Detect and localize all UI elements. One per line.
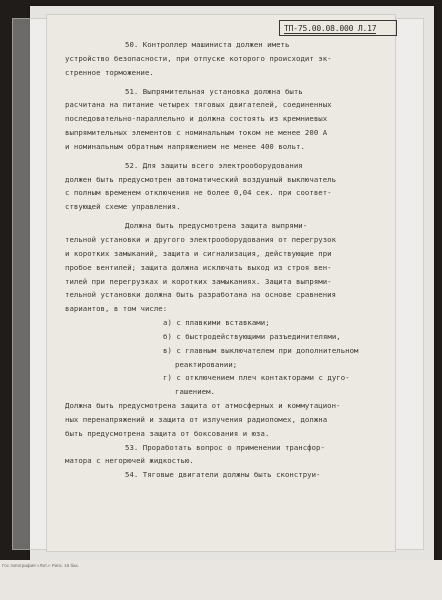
text-line: пробое вентилей; защита должна исключать выход из строя вен- [65, 262, 332, 272]
text-line: в) с главным выключателем при дополнительном [163, 345, 359, 355]
text-line: и номинальным обратным напряжением не менее 400 вольт. [65, 141, 305, 151]
text-line: вариантов, в том числе: [65, 304, 168, 314]
text-line: тельной установки и другого электрооборудования от перегрузок [65, 234, 337, 244]
text-line: а) с плавкими вставками; [163, 318, 270, 328]
text-line: 54. Тяговые двигатели должны быть сконструи- [125, 470, 321, 480]
text-line: ных перенапряжений и защита от излучения радиопомех, должна [65, 414, 328, 424]
text-line: реактировании; [175, 359, 238, 369]
text-line: тилей при перегрузках и коротких замыканиях. Защита выпрями- [65, 276, 332, 286]
text-line: и коротких замыканий, защита и сигнализация, действующие при [65, 248, 332, 258]
text-line: 52. Для защиты всего электрооборудования [125, 160, 303, 170]
text-line: устройство безопасности, при отпуске которого происходит эк- [65, 53, 332, 63]
text-line: матора с негорючей жидкостью. [65, 456, 194, 466]
text-line: 51. Выпрямительная установка должна быть [125, 86, 303, 96]
text-line: должен быть предусмотрен автоматический воздушный выключатель [65, 174, 337, 184]
typed-text-block [65, 38, 405, 482]
text-line: 53. Проработать вопрос о применении трансфор- [125, 442, 325, 452]
text-line: расчитана на питание четырех тяговых двигателей, соединенных [65, 100, 332, 110]
text-line: быть предусмотрена защита от боксования и юза. [65, 428, 270, 438]
text-line: выпрямительных элементов с номинальным током не менее 200 А [65, 128, 328, 138]
text-line: тельной установки должна быть разработана на основе сравнения [65, 290, 337, 300]
text-line: стренное торможение. [65, 67, 154, 77]
text-line: ствующей схеме управления. [65, 202, 181, 212]
text-line: г) с отключением плеч контакторами с дуго- [163, 373, 350, 383]
text-line: гашением. [175, 387, 215, 397]
text-line: Должна быть предусмотрена защита выпрями- [125, 221, 308, 231]
text-line: последовательно-параллельно и должна состоять из кремниевых [65, 114, 328, 124]
text-line: 50. Контроллер машиниста должен иметь [125, 40, 290, 49]
printer-imprint: Гос.типография «Лит.» Рига. 16 бах. [2, 563, 80, 568]
text-line: с полным временем отключения не более 0,04 сек. при соответ- [65, 188, 332, 198]
text-line: б) с быстродействующими разъединителями, [163, 331, 341, 341]
document-code: ТП-75.00.08.000 Л.17 [284, 24, 377, 33]
text-line: Должна быть предусмотрена защита от атмосферных и коммутацион- [65, 401, 341, 411]
